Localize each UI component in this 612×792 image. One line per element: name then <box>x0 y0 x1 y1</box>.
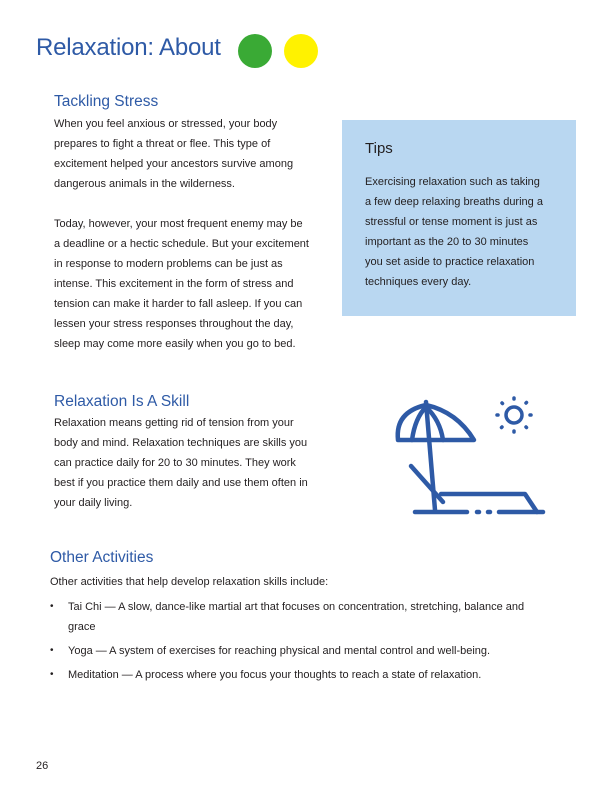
text-line: prepares to fight a threat or flee. This type of <box>54 138 271 150</box>
text-line: best if you practice them daily and use them often in <box>54 477 308 489</box>
text-line: Exercising relaxation such as taking <box>365 176 540 188</box>
tackling-paragraph-1 <box>54 114 334 194</box>
list-item <box>50 665 560 685</box>
tackling-paragraph-2 <box>54 214 334 354</box>
text-line: intense. This excitement in the form of stress and <box>54 278 294 290</box>
text-line: tension can make it harder to fall asleep. If you can <box>54 298 303 310</box>
text-line: important as the 20 to 30 minutes <box>365 236 529 248</box>
list-item <box>50 641 560 661</box>
lounger-back-icon <box>411 466 443 502</box>
list-item <box>50 597 560 637</box>
text-line: your daily living. <box>54 497 133 509</box>
relaxation-skill-body <box>54 413 334 513</box>
text-line: When you feel anxious or stressed, your body <box>54 118 278 130</box>
page-number: 26 <box>36 760 49 772</box>
text-line: a few deep relaxing breaths during a <box>365 196 543 208</box>
tips-text <box>365 172 565 292</box>
text-line: excitement helped your ancestors survive among <box>54 158 294 170</box>
text-line: can practice daily for 20 to 30 minutes. They work <box>54 457 296 469</box>
text-line: techniques every day. <box>365 276 472 288</box>
text-line: dangerous animals in the wilderness. <box>54 178 235 190</box>
text-line: Relaxation means getting rid of tension from your <box>54 417 294 429</box>
tips-box <box>342 120 576 316</box>
text-line: a deadline or a hectic schedule. But your excitement <box>54 238 309 250</box>
text-line: in response to modern problems can be just as <box>54 258 283 270</box>
relaxation-skill-heading: Relaxation Is A Skill <box>54 393 190 410</box>
activity-text: Tai Chi — A slow, dance-like martial art that focuses on concentration, stretching, balance and <box>68 601 525 613</box>
text-line: stressful or tense moment is just as <box>365 216 538 228</box>
tackling-stress-body <box>54 114 334 354</box>
page-title: Relaxation: About <box>36 34 221 61</box>
tips-title: Tips <box>365 140 393 157</box>
text-line: you set aside to practice relaxation <box>365 256 535 268</box>
skill-paragraph <box>54 413 334 513</box>
activity-text-continued: grace <box>68 621 96 633</box>
lounger-seat-icon <box>441 494 537 512</box>
text-line: lessen your stress responses throughout the day, <box>54 318 294 330</box>
activity-text: Yoga — A system of exercises for reaching physical and mental control and well-being. <box>68 645 491 657</box>
green-dot-icon <box>238 34 272 68</box>
text-line: Today, however, your most frequent enemy may be <box>54 218 303 230</box>
text-line: sleep may come more easily when you go to bed. <box>54 338 296 350</box>
yellow-dot-icon <box>284 34 318 68</box>
text-line: body and mind. Relaxation techniques are skills you <box>54 437 308 449</box>
other-activities-heading: Other Activities <box>50 549 154 566</box>
beach-umbrella-lounger-sun-icon <box>385 390 555 525</box>
activity-list <box>50 597 560 689</box>
tackling-stress-heading: Tackling Stress <box>54 93 159 110</box>
other-activities-intro: Other activities that help develop relaxation skills include: <box>50 576 329 588</box>
activity-text: Meditation — A process where you focus your thoughts to reach a state of relaxation. <box>68 669 482 681</box>
sun-icon <box>497 398 531 432</box>
